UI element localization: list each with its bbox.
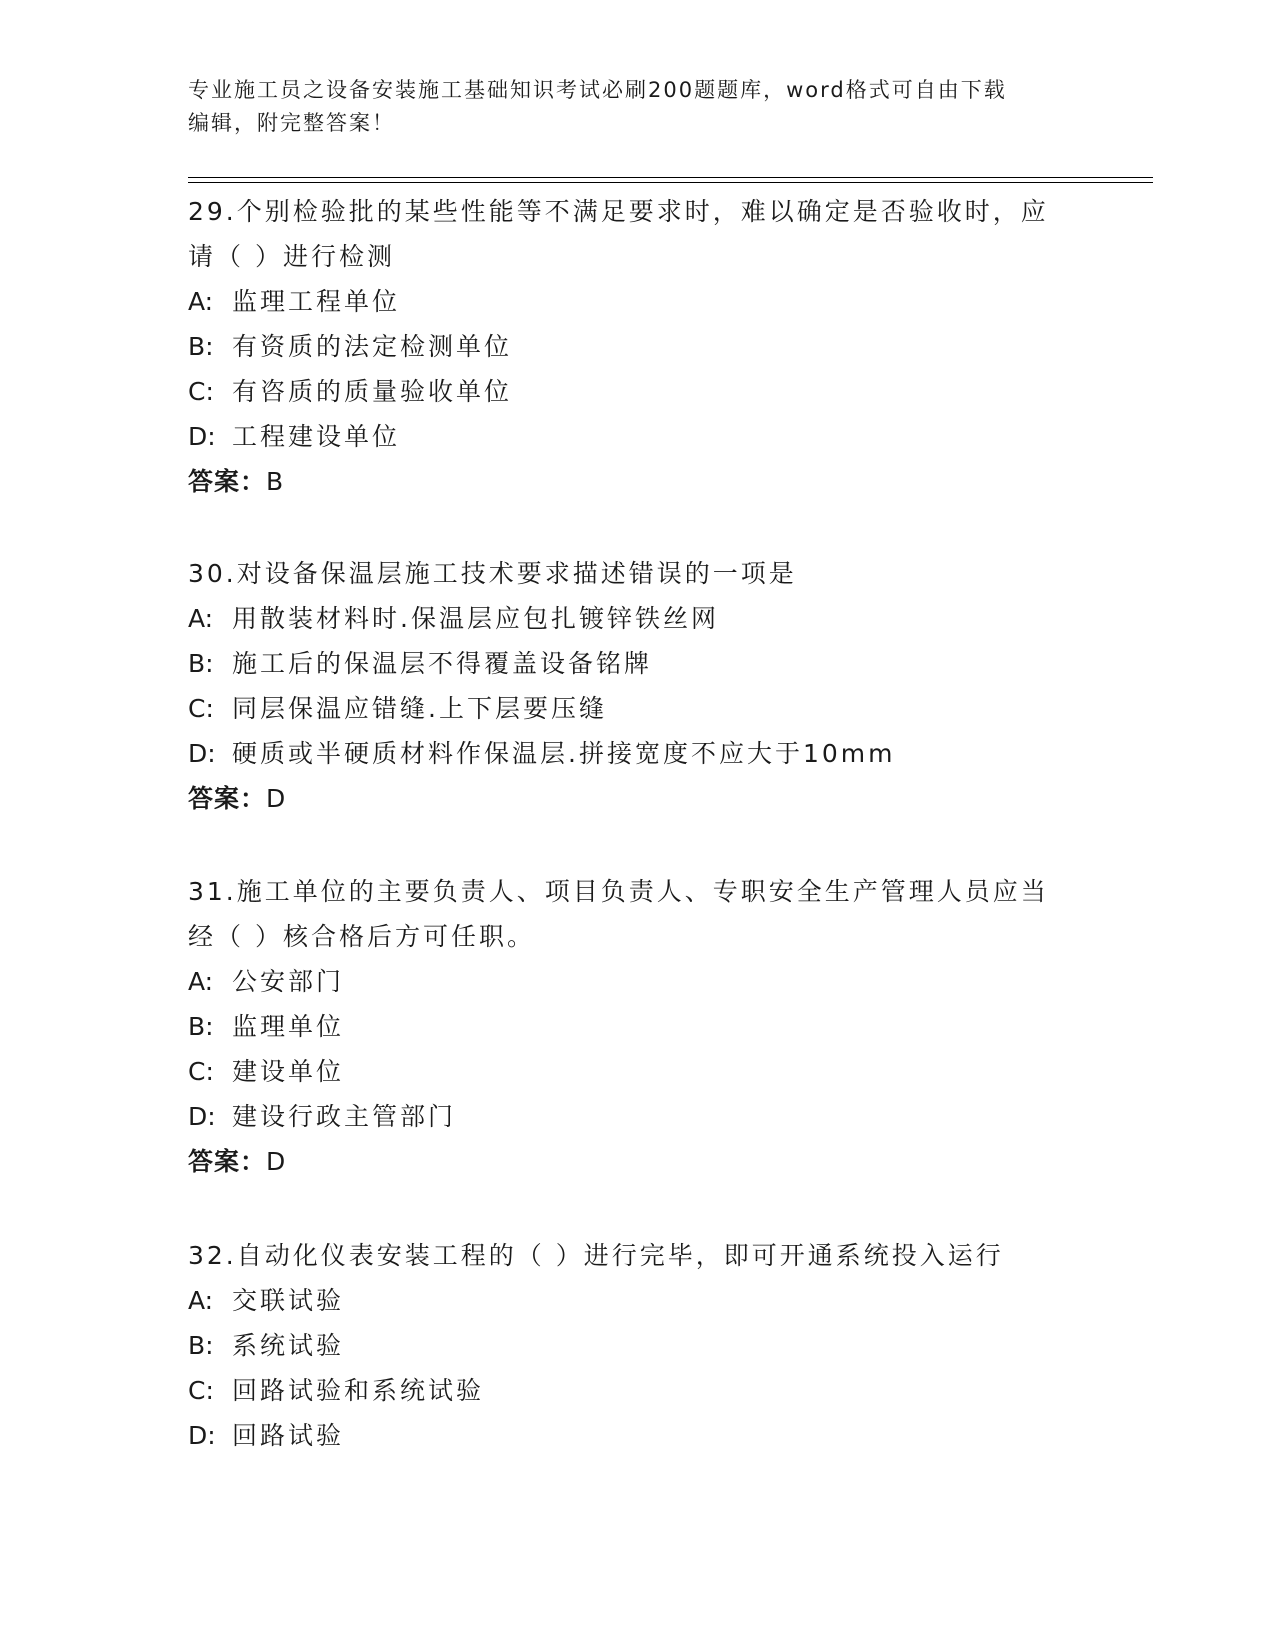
option-text: 工程建设单位: [232, 422, 401, 451]
option-text: 监理单位: [232, 1012, 345, 1041]
option-b: [188, 324, 1088, 369]
answer-line: [188, 776, 1088, 821]
answer-value: B: [266, 467, 285, 496]
answer-label: 答案：: [188, 1147, 267, 1176]
question-stem: 31.施工单位的主要负责人、项目负责人、专职安全生产管理人员应当: [188, 877, 1049, 906]
option-letter: D:: [188, 1102, 216, 1131]
answer-label: 答案：: [188, 784, 267, 813]
option-letter: A:: [188, 604, 214, 633]
option-letter: C:: [188, 377, 214, 406]
question-29: [188, 189, 1088, 504]
option-letter: D:: [188, 1421, 216, 1450]
option-text: 交联试验: [232, 1286, 345, 1315]
option-a: [188, 596, 1088, 641]
option-text: 回路试验: [232, 1421, 345, 1450]
option-a: [188, 959, 1088, 1004]
option-letter: D:: [188, 422, 216, 451]
option-letter: B:: [188, 1331, 214, 1360]
option-letter: A:: [188, 1286, 214, 1315]
option-b: [188, 1323, 1088, 1368]
option-text: 建设行政主管部门: [232, 1102, 457, 1131]
question-stem-continued: 经（ ）核合格后方可任职。: [188, 922, 535, 951]
option-letter: B:: [188, 649, 214, 678]
answer-value: D: [266, 784, 287, 813]
question-30: [188, 551, 1088, 821]
question-31: [188, 869, 1088, 1184]
option-letter: C:: [188, 694, 214, 723]
answer-line: [188, 1139, 1088, 1184]
option-b: [188, 641, 1088, 686]
answer-line: [188, 459, 1088, 504]
question-stem: 29.个别检验批的某些性能等不满足要求时，难以确定是否验收时，应: [188, 197, 1049, 226]
option-c: [188, 686, 1088, 731]
question-stem: 30.对设备保温层施工技术要求描述错误的一项是: [188, 559, 797, 588]
option-text: 硬质或半硬质材料作保温层.拼接宽度不应大于10mm: [232, 739, 896, 768]
option-letter: A:: [188, 967, 214, 996]
option-c: [188, 1368, 1088, 1413]
option-letter: D:: [188, 739, 216, 768]
question-32: [188, 1233, 1088, 1458]
option-letter: B:: [188, 1012, 214, 1041]
option-d: [188, 414, 1088, 459]
header-divider-bottom: [188, 182, 1153, 183]
option-c: [188, 369, 1088, 414]
option-b: [188, 1004, 1088, 1049]
question-stem-continued: 请（ ）进行检测: [188, 242, 395, 271]
option-text: 施工后的保温层不得覆盖设备铭牌: [232, 649, 653, 678]
option-text: 有咨质的质量验收单位: [232, 377, 513, 406]
option-text: 同层保温应错缝.上下层要压缝: [232, 694, 607, 723]
header-divider-top: [188, 177, 1153, 178]
option-text: 回路试验和系统试验: [232, 1376, 485, 1405]
option-d: [188, 1094, 1088, 1139]
option-letter: C:: [188, 1376, 214, 1405]
option-d: [188, 1413, 1088, 1458]
header-line-2: 编辑，附完整答案！: [188, 111, 395, 135]
answer-value: D: [266, 1147, 287, 1176]
header-line-1: 专业施工员之设备安装施工基础知识考试必刷200题题库，word格式可自由下载: [188, 78, 1007, 102]
answer-label: 答案：: [188, 467, 267, 496]
option-text: 用散装材料时.保温层应包扎镀锌铁丝网: [232, 604, 719, 633]
option-a: [188, 1278, 1088, 1323]
document-header: [188, 74, 1088, 140]
option-text: 监理工程单位: [232, 287, 401, 316]
option-c: [188, 1049, 1088, 1094]
option-text: 系统试验: [232, 1331, 345, 1360]
option-text: 有资质的法定检测单位: [232, 332, 513, 361]
question-stem: 32.自动化仪表安装工程的（ ）进行完毕，即可开通系统投入运行: [188, 1241, 1004, 1270]
option-text: 建设单位: [232, 1057, 345, 1086]
option-text: 公安部门: [232, 967, 345, 996]
option-d: [188, 731, 1088, 776]
option-a: [188, 279, 1088, 324]
option-letter: A:: [188, 287, 214, 316]
option-letter: B:: [188, 332, 214, 361]
option-letter: C:: [188, 1057, 214, 1086]
